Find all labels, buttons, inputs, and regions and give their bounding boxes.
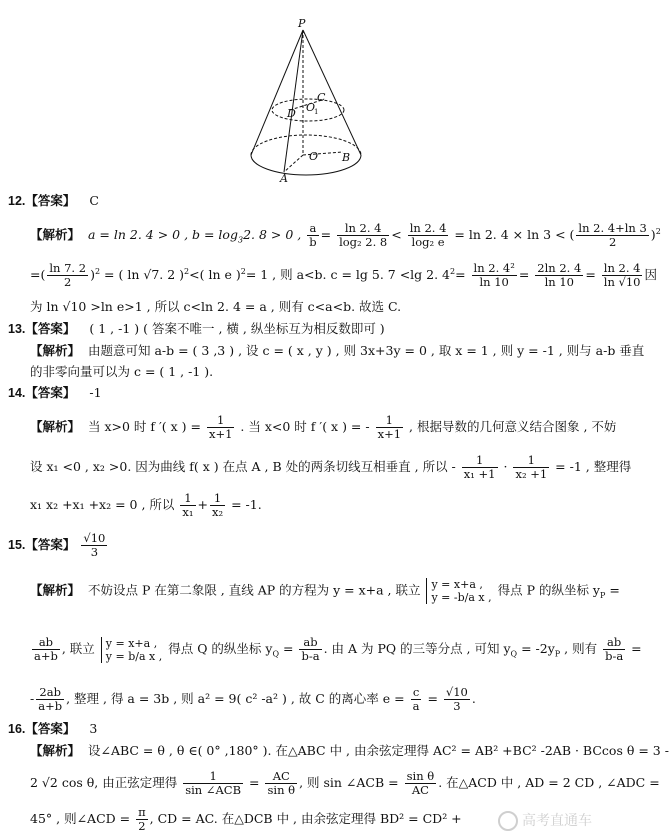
q13-answer-tag: 【答案】 <box>25 322 76 336</box>
q14-number: 14. <box>8 386 26 400</box>
q15-analysis-line3: - $\frac{2ab}{a+b}$ , 整理 , 得 a = 3b , 则 a² = 9( c² -a² ) , 故 C 的离心率 e = $\frac{c}{a}$ = $\frac{√10}{3}$ . <box>30 685 476 713</box>
q15-system-2: y = x+a , y = b/a x , <box>101 637 162 663</box>
q16-answer: 3 <box>89 721 98 736</box>
q15-frac-6: $\frac{√10}{3}$ <box>445 685 468 713</box>
q12-analysis-tag: 【解析】 <box>30 228 81 242</box>
q16-frac-1: $\frac{1}{\text{sin ∠ACB}}$ <box>185 769 242 797</box>
q12-analysis-line1: 【解析】 a = ln 2. 4 > 0 , $b = \log_32$. 8 > 0 , $\frac{a}{b}$ = $\frac{\ln 2. 4}{\text{log₂ 2. 8}}$ < $\frac{\ln 2. 4}{\text{log₂ e}}$ = ln 2. 4 × ln 3 < ( $\frac{\ln 2. 4+\ln 3}{2}$ )$^2$ <box>30 221 661 249</box>
q14-frac-1: $\frac{1}{x+1}$ <box>208 413 233 441</box>
q12-frac-5: $\frac{\ln 7. 2}{2}$ <box>49 261 87 289</box>
q15-frac-5: $\frac{c}{a}$ <box>412 685 420 713</box>
q12-l2-a: = <box>30 267 41 282</box>
q16-analysis-tag: 【解析】 <box>30 744 81 758</box>
q12-answer: C <box>89 193 99 208</box>
q16-answer-line <box>8 720 97 738</box>
q16-l1: 设∠ABC = θ , θ ∈( 0° ,180° ). 在△ABC 中 , 由余弦定理得 AC² = AB² +BC² -2AB · BCcos θ = 3 - <box>87 743 669 758</box>
q15-frac-4: $\frac{2ab}{a+b}$ <box>38 685 63 713</box>
q15-answer-tag: 【答案】 <box>25 538 76 552</box>
q15-frac-1: $\frac{ab}{a+b}$ <box>34 635 58 663</box>
q14-frac-6: $\frac{1}{\text{x₂}}$ <box>211 491 224 519</box>
q12-l2-e: 因 <box>644 267 657 282</box>
q15-analysis-tag: 【解析】 <box>30 583 81 598</box>
q15-frac-2: $\frac{ab}{b-a}$ <box>301 635 320 663</box>
q14-l1-c: , 根据导数的几何意义结合图象 , 不妨 <box>409 419 617 434</box>
q15-analysis-line1: 【解析】 不妨设点 P 在第二象限 , 直线 AP 的方程为 y = x+a , 联立 y = x+a , y = -b/a x , 得点 P 的纵坐标 $y_P$ = <box>30 578 620 604</box>
q14-analysis-tag: 【解析】 <box>30 420 81 434</box>
q12-frac-6: $\frac{\text{ln 2. 4²}}{\ln 10}$ <box>473 261 515 289</box>
q15-l1-a: 不妨设点 P 在第二象限 , 直线 AP 的方程为 y = x+a , 联立 <box>87 582 421 598</box>
q12-text-c: = ln 2. 4 × ln 3 < <box>454 227 566 242</box>
cone-left-edge <box>251 30 303 155</box>
q12-l2-b: = ( ln √7. 2 ) <box>104 267 185 282</box>
label-p: P <box>298 17 306 30</box>
q16-answer-tag: 【答案】 <box>25 722 76 736</box>
q15-l1-b: 得点 P 的纵坐标 y <box>497 582 600 598</box>
q14-l2-b: = -1 , 整理得 <box>555 459 632 474</box>
q12-frac-2: $\frac{\ln 2. 4}{\text{log₂ 2. 8}}$ <box>339 221 388 249</box>
q15-analysis-line2: $\frac{ab}{a+b}$ , 联立 y = x+a , y = b/a x , 得点 Q 的纵坐标 $y_Q$ = $\frac{ab}{b-a}$ . 由 A 为 PQ 的三等分点 , 可知 $y_Q = -2y_P$ , 则有 $\frac{ab}{b-a}$ = <box>34 635 642 663</box>
watermark: 高考直通车 <box>498 810 592 831</box>
radius-oa <box>284 155 303 172</box>
label-b: B <box>342 151 351 164</box>
q12-text-a: a = ln 2. 4 > 0 , b = log <box>87 227 238 242</box>
label-d: D <box>287 107 296 120</box>
q13-analysis-line2: 的非零向量可以为 c = ( 1 , -1 ). <box>30 364 214 379</box>
q12-frac-8: $\frac{\ln 2. 4}{\ln √10}$ <box>603 261 641 289</box>
label-o1-sub: 1 <box>314 108 319 116</box>
q14-l3-b: = -1. <box>231 497 262 512</box>
q12-l2-c: <( ln e ) <box>189 267 241 282</box>
q16-analysis-line2: 2 √2 cos θ, 由正弦定理得 $\frac{1}{\text{sin ∠ACB}}$ = $\frac{AC}{\text{sin θ}}$ , 则 sin ∠ACB = $\frac{\text{sin θ}}{AC}$ . 在△ACD 中 , AD = 2 CD , ∠ADC = <box>30 769 660 797</box>
q14-dot: · <box>503 459 508 474</box>
label-o1: O <box>306 101 316 114</box>
q13-analysis-line1 <box>30 342 644 360</box>
q12-square: 2 <box>655 226 661 236</box>
q13-analysis-tag: 【解析】 <box>30 344 81 358</box>
q14-answer-tag: 【答案】 <box>25 386 76 400</box>
q12-frac-3: $\frac{\ln 2. 4}{\text{log₂ e}}$ <box>409 221 447 249</box>
q14-frac-2: $\frac{1}{x+1}$ <box>377 413 402 441</box>
label-a: A <box>280 172 288 185</box>
q13-number: 13. <box>8 322 26 336</box>
q15-number: 15. <box>8 538 26 552</box>
q16-analysis-line3: 45° , 则∠ACD = $\frac{\pi}{2}$ , CD = AC. 在△DCB 中 , 由余弦定理得 BD² = CD² + <box>30 805 462 833</box>
q12-text-b: 2. 8 > 0 , <box>243 227 302 242</box>
cone-right-edge <box>303 30 361 155</box>
q13-l1: 由题意可知 a-b = ( 3 ,3 ) , 设 c = ( x , y ) , 则 3x+3y = 0 , 取 x = 1 , 则 y = -1 , 则与 a-b 垂直 <box>87 343 645 358</box>
q12-frac-7: $\frac{2\ln 2. 4}{\ln 10}$ <box>537 261 582 289</box>
q14-answer: -1 <box>89 385 102 400</box>
q15-system-1: y = x+a , y = -b/a x , <box>426 578 491 604</box>
q12-sub3: 3 <box>237 235 244 245</box>
q12-answer-tag: 【答案】 <box>25 194 76 208</box>
q14-analysis-line1 <box>30 414 616 441</box>
q12-l2-d: = 1 , 则 a<b. c = lg 5. 7 <lg 2. 4 <box>245 267 450 282</box>
q16-number: 16. <box>8 722 26 736</box>
q12-analysis-line2: =( $\frac{\ln 7. 2}{2}$ )$^2$ = ( ln √7. 2 )$^2$<( ln e )$^2$= 1 , 则 a<b. c = lg 5. 7 <lg 2. $4^2=$ $\frac{\text{ln 2. 4²}}{\ln 10}$ = $\frac{2\ln 2. 4}{\ln 10}$ = $\frac{\ln 2. 4}{\ln √10}$ 因 <box>30 261 657 289</box>
q14-l2-a: 设 x₁ <0 , x₂ >0. 因为曲线 f( x ) 在点 A , B 处的两条切线互相垂直 , 所以 - <box>30 459 456 474</box>
q16-analysis-line1 <box>30 742 669 760</box>
cone-figure <box>0 0 600 185</box>
q14-answer-line <box>8 384 102 402</box>
q14-l1-b: . 当 x<0 时 f ′( x ) = - <box>240 419 370 434</box>
q13-answer-line <box>8 320 385 338</box>
q16-frac-2: $\frac{AC}{\text{sin θ}}$ <box>267 769 296 797</box>
q14-l3-a: x₁ x₂ +x₁ +x₂ = 0 , 所以 <box>30 497 175 512</box>
q12-frac-4: $\frac{\ln 2. 4+\ln 3}{2}$ <box>578 221 647 249</box>
q13-answer: ( 1 , -1 ) ( 答案不唯一 , 横 , 纵坐标互为相反数即可 ) <box>89 321 385 336</box>
q12-answer-line <box>8 192 99 210</box>
q14-l1-a: 当 x>0 时 f ′( x ) = <box>87 419 201 434</box>
q15-answer-line <box>8 532 109 559</box>
q14-plus: + <box>197 497 208 512</box>
q14-frac-4: $\frac{1}{\text{x₂ +1}}$ <box>515 453 548 481</box>
q16-frac-4: $\frac{\pi}{2}$ <box>138 805 146 833</box>
label-o: O <box>309 150 319 163</box>
q12-frac-a-b: $\frac{a}{b}$ <box>309 221 317 249</box>
q14-analysis-line3 <box>30 492 262 519</box>
q12-analysis-line3: 为 ln √10 >ln e>1 , 所以 c<ln 2. 4 = a , 则有 c<a<b. 故选 C. <box>30 299 402 314</box>
q15-answer-frac: $\frac{√10}{3}$ <box>83 531 106 559</box>
label-c: C <box>317 91 326 104</box>
q15-frac-3: $\frac{ab}{b-a}$ <box>605 635 624 663</box>
wechat-icon <box>498 811 518 831</box>
q12-number: 12. <box>8 194 26 208</box>
q16-frac-3: $\frac{\text{sin θ}}{AC}$ <box>406 769 435 797</box>
q14-analysis-line2 <box>30 454 631 481</box>
q14-frac-5: $\frac{1}{\text{x₁}}$ <box>182 491 194 519</box>
q14-frac-3: $\frac{1}{\text{x₁ +1}}$ <box>463 453 496 481</box>
